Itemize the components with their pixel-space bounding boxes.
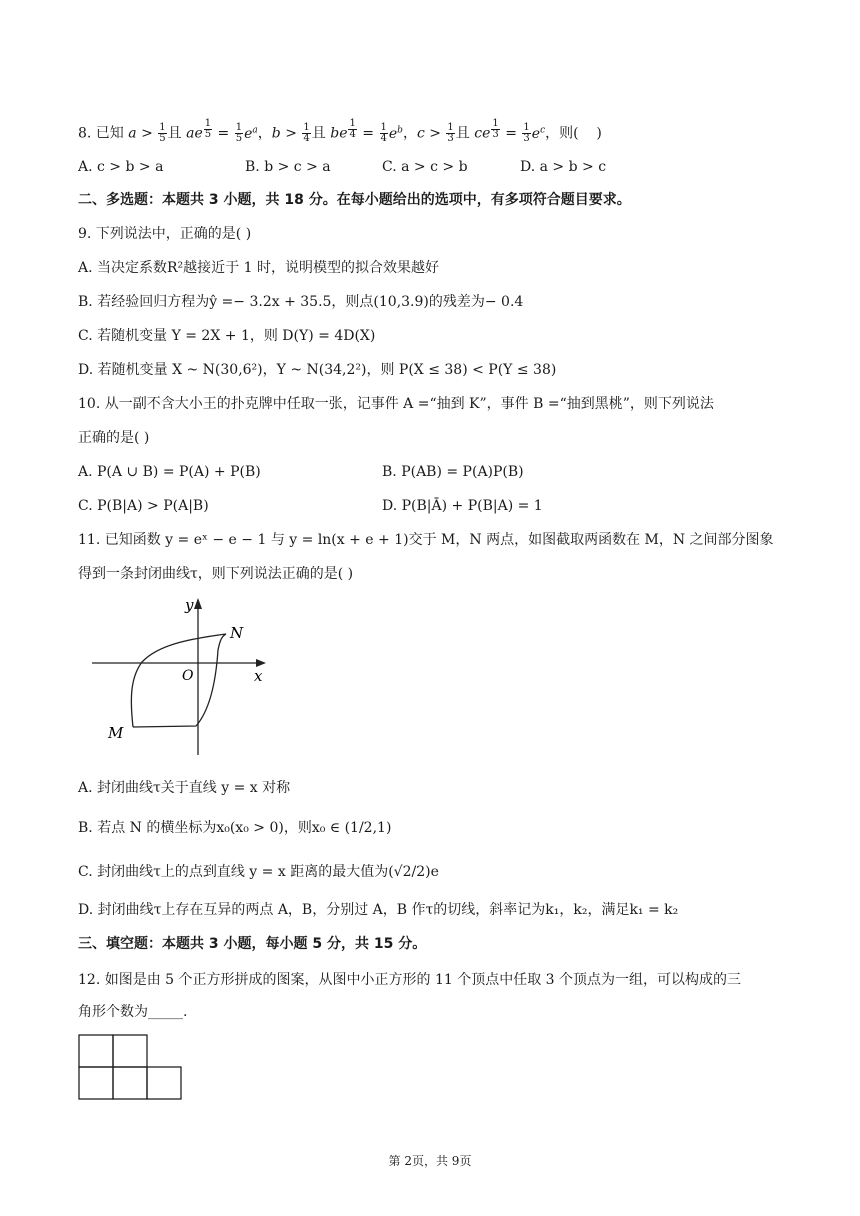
question-12-stem-line2: 角形个数为_____. xyxy=(78,1004,188,1020)
q11-option-c: C. 封闭曲线τ上的点到直线 y = x 距离的最大值为(√2/2)e xyxy=(78,864,439,880)
q9-option-d: D. 若随机变量 X ~ N(30,6²)，Y ~ N(34,2²)，则 P(X ≤ 38) < P(Y ≤ 38) xyxy=(78,362,557,378)
section-3-heading: 三、填空题：本题共 3 小题，每小题 5 分，共 15 分。 xyxy=(78,936,427,952)
square-top-right xyxy=(113,1035,147,1067)
square-bottom-2 xyxy=(113,1067,147,1099)
q9-option-a: A. 当决定系数R²越接近于 1 时，说明模型的拟合效果越好 xyxy=(78,260,439,276)
question-10-stem-line1: 10. 从一副不含大小王的扑克牌中任取一张，记事件 A =“抽到 K”，事件 B =“抽到黑桃”，则下列说法 xyxy=(78,396,714,412)
q11-option-b: B. 若点 N 的横坐标为x₀(x₀ > 0)，则x₀ ∈ (1/2,1) xyxy=(78,820,392,836)
label-m: M xyxy=(108,724,124,742)
curve-exp xyxy=(133,634,226,727)
label-y: y xyxy=(185,596,194,614)
question-11-stem-line2: 得到一条封闭曲线τ，则下列说法正确的是( ) xyxy=(78,566,354,582)
q8-option-a: A. c > b > a xyxy=(78,159,164,175)
question-12-stem-line1: 12. 如图是由 5 个正方形拼成的图案，从图中小正方形的 11 个顶点中任取 3 个顶点为一组，可以构成的三 xyxy=(78,972,742,988)
square-top-left xyxy=(79,1035,113,1067)
label-n: N xyxy=(230,624,244,642)
q10-option-b: B. P(AB) = P(A)P(B) xyxy=(382,464,524,480)
q8-option-b: B. b > c > a xyxy=(245,159,331,175)
q10-option-d: D. P(B|Ā) + P(B|A) = 1 xyxy=(382,498,543,514)
question-9-stem: 9. 下列说法中，正确的是( ) xyxy=(78,226,252,242)
square-bottom-3 xyxy=(147,1067,181,1099)
question-8-stem: 8. 已知 a > $\frac{1}{5}$ 且 ae $^{\frac{1}{5}}$ = $\frac{1}{5}$ $e^a$，b > $\frac{1}{4}$ 且 be $^{\frac{1}{4}}$ = $\frac{1}{4}$ $e^b$，c > $\frac{1}{3}$ 且 ce $^{\frac{1}{3}}$ = $\frac{1}{3}$ $e^c$，则( ) xyxy=(78,118,602,145)
question-11-stem-line1: 11. 已知函数 y = eˣ − e − 1 与 y = ln(x + e + 1)交于 M，N 两点，如图截取两函数在 M，N 之间部分图象 xyxy=(78,532,774,548)
section-2-heading: 二、多选题：本题共 3 小题，共 18 分。在每小题给出的选项中，有多项符合题目要求。 xyxy=(78,192,631,208)
q8-option-d: D. a > b > c xyxy=(520,159,607,175)
q10-option-a: A. P(A ∪ B) = P(A) + P(B) xyxy=(78,464,261,480)
q10-option-c: C. P(B|A) > P(A|B) xyxy=(78,498,209,514)
q12-squares-figure xyxy=(78,1034,188,1104)
label-x: x xyxy=(254,667,263,685)
y-axis-arrow xyxy=(194,598,202,609)
q9-option-b: B. 若经验回归方程为ŷ =− 3.2x + 35.5，则点(10,3.9)的残差为− 0.4 xyxy=(78,294,524,310)
curve-ln xyxy=(131,634,226,727)
q11-closed-curve-figure xyxy=(78,590,278,760)
x-axis-arrow xyxy=(256,659,266,667)
q9-option-c: C. 若随机变量 Y = 2X + 1，则 D(Y) = 4D(X) xyxy=(78,328,376,344)
q11-option-d: D. 封闭曲线τ上存在互异的两点 A，B，分别过 A，B 作τ的切线，斜率记为k₁，k₂，满足k₁ = k₂ xyxy=(78,902,679,918)
question-10-stem-line2: 正确的是( ) xyxy=(78,430,150,446)
page-footer: 第 2页，共 9页 xyxy=(388,1154,472,1168)
q11-option-a: A. 封闭曲线τ关于直线 y = x 对称 xyxy=(78,780,291,796)
label-origin: O xyxy=(182,668,194,684)
square-bottom-1 xyxy=(79,1067,113,1099)
q8-option-c: C. a > c > b xyxy=(382,159,468,175)
